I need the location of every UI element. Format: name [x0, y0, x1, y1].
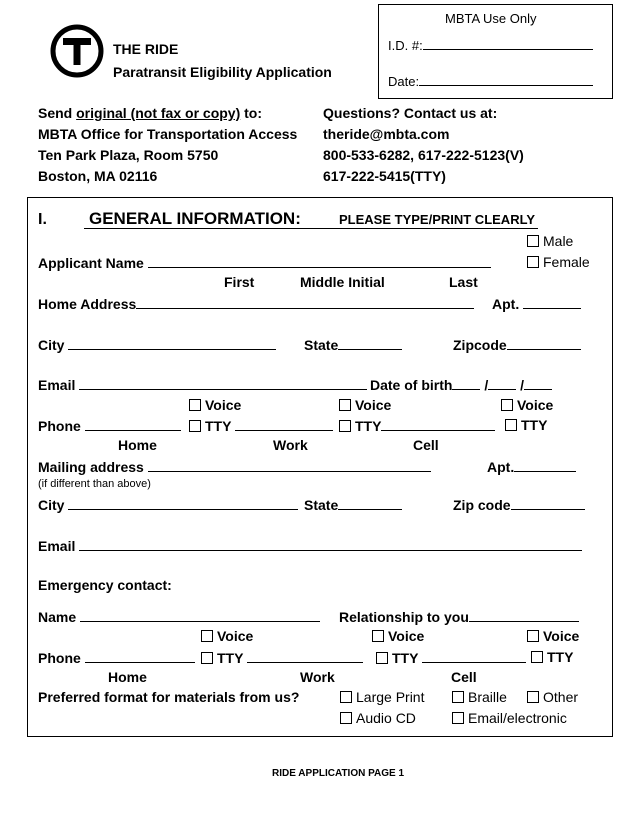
send-suffix: to:: [244, 105, 263, 121]
date-field[interactable]: [388, 72, 593, 89]
phone-home-field[interactable]: [38, 417, 181, 434]
email-field[interactable]: [38, 376, 367, 393]
cell-voice-checkbox[interactable]: [501, 397, 553, 413]
t-logo-icon: [50, 24, 104, 78]
checkbox-icon: [339, 399, 351, 411]
section-instruction: PLEASE TYPE/PRINT CLEARLY: [339, 212, 535, 227]
preferred-format-label: Preferred format for materials from us?: [38, 689, 300, 705]
middle-initial-label: Middle Initial: [300, 274, 385, 290]
emergency-phone-field[interactable]: [38, 649, 195, 666]
send-line-3: Boston, MA 02116: [38, 168, 158, 184]
apt-label: Apt.: [492, 296, 520, 312]
section-number: I.: [38, 211, 47, 228]
contact-email: theride@mbta.com: [323, 126, 450, 142]
contact-tty: 617-222-5415(TTY): [323, 168, 446, 184]
home-voice-checkbox[interactable]: [189, 397, 241, 413]
checkbox-icon: [452, 712, 464, 724]
mailing-address-field[interactable]: [38, 458, 431, 475]
section-title: GENERAL INFORMATION:: [89, 209, 301, 228]
dob-separator: /: [520, 377, 525, 393]
mailing-email-field[interactable]: [38, 537, 582, 554]
dob-separator: /: [484, 377, 489, 393]
checkbox-icon: [501, 399, 513, 411]
cell-tty-checkbox[interactable]: [505, 417, 547, 433]
emergency-home-tty-field[interactable]: [201, 649, 363, 666]
send-line-1: MBTA Office for Transportation Access: [38, 126, 298, 142]
city-label: City: [38, 497, 65, 513]
contact-heading: Questions? Contact us at:: [323, 105, 498, 121]
use-only-title: MBTA Use Only: [445, 11, 537, 26]
mailing-state-field[interactable]: [304, 496, 402, 513]
zipcode-label: Zipcode: [453, 337, 507, 353]
female-checkbox[interactable]: [527, 254, 590, 270]
applicant-name-label: Applicant Name: [38, 255, 144, 271]
contact-phones: 800-533-6282, 617-222-5123(V): [323, 147, 524, 163]
relationship-field[interactable]: [339, 608, 579, 625]
id-label: I.D. #:: [388, 38, 423, 53]
work-label: Work: [273, 437, 308, 453]
send-underlined: original (not fax or copy): [76, 105, 241, 121]
tty-label: TTY: [521, 417, 548, 433]
other-label: Other: [543, 689, 579, 705]
cell-label: Cell: [451, 669, 477, 685]
email-electronic-checkbox[interactable]: [452, 710, 567, 726]
tty-label: TTY: [392, 650, 419, 666]
voice-label: Voice: [517, 397, 554, 413]
male-label: Male: [543, 233, 574, 249]
checkbox-icon: [340, 712, 352, 724]
voice-label: Voice: [543, 628, 580, 644]
apt-field[interactable]: [492, 295, 581, 312]
home-tty-field[interactable]: [189, 417, 333, 434]
email-electronic-label: Email/electronic: [468, 710, 567, 726]
work-voice-checkbox[interactable]: [339, 397, 391, 413]
checkbox-icon: [527, 235, 539, 247]
home-address-label: Home Address: [38, 296, 137, 312]
tty-label: TTY: [205, 418, 232, 434]
checkbox-icon: [452, 691, 464, 703]
checkbox-icon: [527, 256, 539, 268]
checkbox-icon: [339, 420, 351, 432]
braille-checkbox[interactable]: [452, 689, 507, 705]
relationship-label: Relationship to you: [339, 609, 469, 625]
braille-label: Braille: [468, 689, 507, 705]
audio-cd-label: Audio CD: [356, 710, 416, 726]
checkbox-icon: [189, 399, 201, 411]
checkbox-icon: [372, 630, 384, 642]
phone-label: Phone: [38, 650, 81, 666]
page-footer: RIDE APPLICATION PAGE 1: [272, 768, 405, 779]
emergency-work-voice-checkbox[interactable]: [372, 628, 424, 644]
checkbox-icon: [201, 652, 213, 664]
checkbox-icon: [505, 419, 517, 431]
last-label: Last: [449, 274, 478, 290]
emergency-cell-tty-checkbox[interactable]: [531, 649, 573, 665]
mailing-apt-label: Apt.: [487, 459, 515, 475]
date-of-birth-label: Date of birth: [370, 377, 453, 393]
work-label: Work: [300, 669, 335, 685]
voice-label: Voice: [217, 628, 254, 644]
send-line-2: Ten Park Plaza, Room 5750: [38, 147, 219, 163]
email-label: Email: [38, 377, 76, 393]
tty-label: TTY: [217, 650, 244, 666]
city-label: City: [38, 337, 65, 353]
emergency-work-tty-field[interactable]: [376, 649, 526, 666]
checkbox-icon: [189, 420, 201, 432]
emergency-cell-voice-checkbox[interactable]: [527, 628, 579, 644]
voice-label: Voice: [205, 397, 242, 413]
zip-code-label: Zip code: [453, 497, 511, 513]
home-label: Home: [118, 437, 157, 453]
home-label: Home: [108, 669, 147, 685]
large-print-checkbox[interactable]: [340, 689, 424, 705]
voice-label: Voice: [388, 628, 425, 644]
work-tty-field[interactable]: [339, 417, 495, 434]
male-checkbox[interactable]: [527, 233, 573, 249]
name-label: Name: [38, 609, 77, 625]
email-label: Email: [38, 538, 76, 554]
other-checkbox[interactable]: [527, 689, 578, 705]
voice-label: Voice: [355, 397, 392, 413]
mailing-zip-field[interactable]: [453, 496, 585, 513]
mailing-apt-field[interactable]: [487, 458, 576, 475]
checkbox-icon: [201, 630, 213, 642]
tty-label: TTY: [355, 418, 382, 434]
id-field[interactable]: [388, 36, 593, 53]
large-print-label: Large Print: [356, 689, 425, 705]
send-instruction: [38, 105, 262, 121]
mailing-address-label: Mailing address: [38, 459, 144, 475]
checkbox-icon: [376, 652, 388, 664]
checkbox-icon: [531, 651, 543, 663]
emergency-name-field[interactable]: [38, 608, 320, 625]
checkbox-icon: [340, 691, 352, 703]
home-address-field[interactable]: [38, 295, 474, 312]
state-label: State: [304, 337, 339, 353]
date-label: Date:: [388, 74, 420, 89]
emergency-contact-heading: Emergency contact:: [38, 577, 172, 593]
state-label: State: [304, 497, 339, 513]
if-different-note: (if different than above): [38, 478, 151, 490]
checkbox-icon: [527, 630, 539, 642]
mailing-city-field[interactable]: [38, 496, 298, 513]
female-label: Female: [543, 254, 590, 270]
tty-label: TTY: [547, 649, 574, 665]
city-field[interactable]: [38, 336, 276, 353]
app-subtitle: Paratransit Eligibility Application: [113, 64, 332, 80]
mbta-use-only-box: [378, 4, 613, 99]
date-of-birth-field[interactable]: [370, 376, 552, 393]
cell-label: Cell: [413, 437, 439, 453]
audio-cd-checkbox[interactable]: [340, 710, 416, 726]
app-title: THE RIDE: [113, 41, 179, 57]
send-prefix: Send: [38, 105, 73, 121]
phone-label: Phone: [38, 418, 81, 434]
checkbox-icon: [527, 691, 539, 703]
applicant-name-field[interactable]: [38, 254, 491, 271]
state-field[interactable]: [304, 336, 402, 353]
first-label: First: [224, 274, 255, 290]
emergency-home-voice-checkbox[interactable]: [201, 628, 253, 644]
zipcode-field[interactable]: [453, 336, 581, 353]
